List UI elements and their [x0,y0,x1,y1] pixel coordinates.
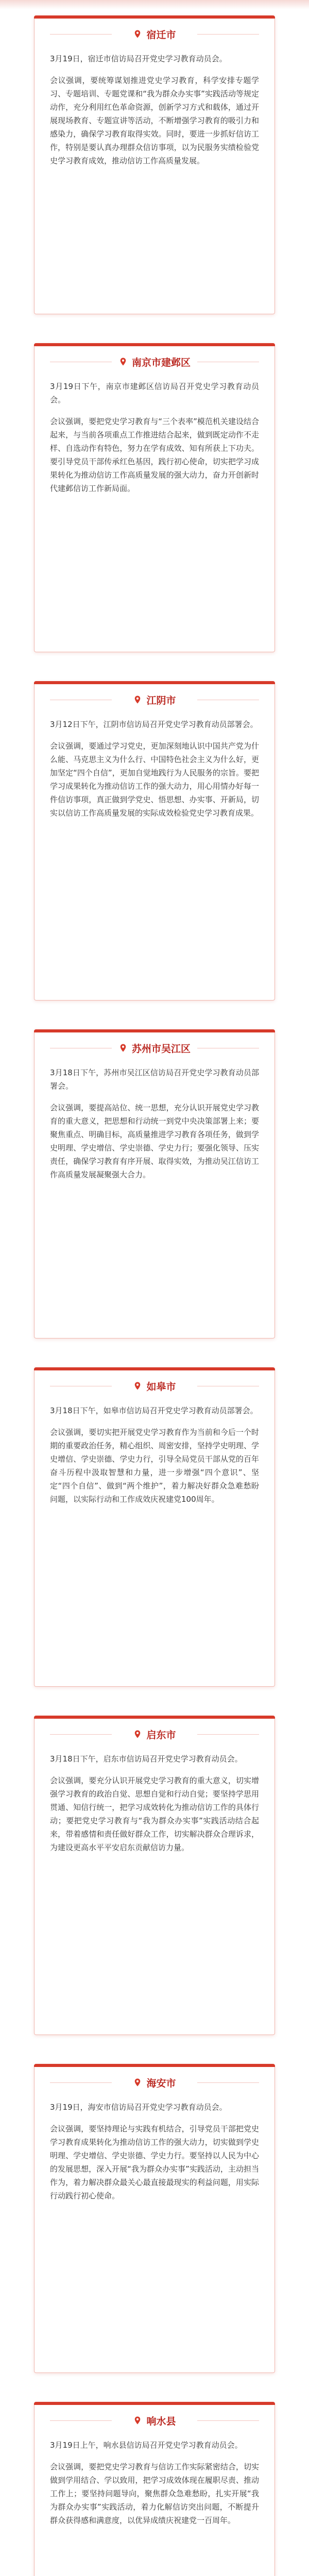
paragraph: 3月19日，海安市信访局召开党史学习教育动员会。 [50,2103,227,2112]
section-title-text: 苏州市吴江区 [131,1043,191,1055]
paragraph: 会议强调，要把党史学习教育与“三个表率”模范机关建设结合起来，与当前各项重点工作推进结合起来，做到既定动作不走样、自选动作有特色，努力在学有成效、知有所获上下功夫。要引导党员干部传承红色基因，践行初心使命，切实把学习成果转化为推动信访工作高质量发展的强大动力，奋力开创新时代建邺信访工作新局面。 [50,417,259,493]
card-accent [34,2402,275,2405]
section-header [35,1725,274,1743]
divider [197,34,259,35]
divider [50,2082,112,2083]
divider [50,1734,112,1735]
top-decoration [0,0,309,9]
paragraph: 会议强调，要把党史学习教育与信访工作实际紧密结合，切实做到学用结合、学以致用，把学习成效体现在履职尽责、推动工作上；要坚持问题导向，聚焦群众急难愁盼，扎实开展“我为群众办实事”实践活动，着力化解信访突出问题，不断提升群众获得感和满意度，以优异成绩庆祝建党一百周年。 [50,2462,259,2525]
section-title-text: 宿迁市 [146,29,176,41]
card-accent [34,1716,275,1719]
section-body [50,1066,259,1181]
paragraph: 3月19日上午，响水县信访局召开党史学习教育动员会。 [50,2441,243,2450]
paragraph: 会议强调，要统筹谋划推进党史学习教育，科学安排专题学习、专题培训、专题党课和“我为群众办实事”实践活动等规定动作，充分利用红色革命资源，创新学习方式和载体，通过开展现场教育、专题宣讲等活动，不断增强学习教育的吸引力和感染力，确保学习教育取得实效。同时，要进一步抓好信访工作，特别是要认真办理群众信访事项，以为民服务实绩检验党史学习教育成效，推动信访工作高质量发展。 [50,76,259,165]
card-accent [34,15,275,19]
section-body [50,380,259,495]
section-body [50,718,259,820]
card-accent [34,343,275,346]
section-card [34,2064,275,2373]
paragraph: 3月19日，宿迁市信访局召开党史学习教育动员会。 [50,54,227,63]
section-title [112,353,197,370]
section-card [34,1367,275,1687]
paragraph: 会议强调，要充分认识开展党史学习教育的重大意义，切实增强学习教育的政治自觉、思想自觉和行动自觉；要坚持学思用贯通、知信行统一，把学习成效转化为推动信访工作的具体行动；要把党史学习教育与“我为群众办实事”实践活动结合起来，带着感情和责任做好群众工作，切实解决群众合理诉求，为建设更高水平平安启东贡献信访力量。 [50,1776,259,1852]
paragraph: 会议强调，要提高站位、统一思想，充分认识开展党史学习教育的重大意义，把思想和行动统一到党中央决策部署上来；要聚焦重点、明确目标，高质量推进学习教育各项任务，做到学史明理、学史增信、学史崇德、学史力行；要强化领导、压实责任，确保学习教育有序开展、取得实效，为推动吴江信访工作高质量发展凝聚强大合力。 [50,1103,259,1179]
paragraph: 3月19日下午，南京市建邺区信访局召开党史学习教育动员会。 [50,382,259,404]
section-header [35,1039,274,1057]
section-title [127,691,182,708]
card-accent [34,1367,275,1370]
section-card [34,681,275,1001]
card-accent [34,1029,275,1032]
card-accent [34,2064,275,2067]
section-title [127,2412,182,2429]
section-title-text: 海安市 [146,2078,176,2089]
paragraph: 3月18日下午，如皋市信访局召开党史学习教育动员部署会。 [50,1406,258,1415]
section-card [34,15,275,314]
paragraph: 3月18日下午，启东市信访局召开党史学习教育动员会。 [50,1754,243,1764]
section-title [127,2074,182,2091]
divider [197,2420,259,2421]
section-card [34,1716,275,2035]
section-title [127,25,182,43]
section-body [50,52,259,167]
section-card [34,1029,275,1338]
section-body [50,2100,259,2202]
card-accent [34,681,275,684]
section-title-text: 南京市建邺区 [131,357,191,368]
paragraph: 3月18日下午，苏州市吴江区信访局召开党史学习教育动员部署会。 [50,1068,259,1091]
location-pin-icon [133,695,142,704]
section-card [34,343,275,652]
location-pin-icon [133,1730,142,1739]
section-title [127,1725,182,1743]
divider [197,1734,259,1735]
location-pin-icon [133,2078,142,2087]
section-card [34,2402,275,2576]
section-title-text: 如皋市 [146,1381,176,1393]
section-header [35,2074,274,2091]
location-pin-icon [133,29,142,39]
section-header [35,2412,274,2429]
paragraph: 会议强调，要通过学习党史，更加深刻地认识中国共产党为什么能、马克思主义为什么行、中国特色社会主义为什么好，更加坚定“四个自信”，更加自觉地践行为人民服务的宗旨。要把学习成果转化为推动信访工作的强大动力，用心用情办好每一件信访事项，真正做到学党史、悟思想、办实事、开新局，切实以信访工作高质量发展的实际成效检验党史学习教育成果。 [50,741,259,818]
section-header [35,353,274,370]
divider [50,2420,112,2421]
location-pin-icon [133,2416,142,2425]
section-title-text: 响水县 [146,2416,176,2427]
section-header [35,25,274,43]
divider [197,2082,259,2083]
section-body [50,2438,259,2527]
section-body [50,1752,259,1854]
section-header [35,1377,274,1395]
paragraph: 会议强调，要坚持理论与实践有机结合，引导党员干部把党史学习教育成果转化为推动信访工作的强大动力，切实做到学史明理、学史增信、学史崇德、学史力行。要坚持以人民为中心的发展思想，深入开展“我为群众办实事”实践活动，主动担当作为，着力解决群众最关心最直接最现实的利益问题，用实际行动践行初心使命。 [50,2124,259,2200]
section-body [50,1404,259,1506]
section-title [127,1377,182,1395]
section-header [35,691,274,708]
paragraph: 3月12日下午，江阴市信访局召开党史学习教育动员部署会。 [50,720,258,729]
section-title-text: 江阴市 [146,695,176,706]
section-title-text: 启东市 [146,1730,176,1741]
divider [50,34,112,35]
paragraph: 会议强调，要切实把开展党史学习教育作为当前和今后一个时期的重要政治任务，精心组织、周密安排，坚持学史明理、学史增信、学史崇德、学史力行，引导全局党员干部从党的百年奋斗历程中汲取智慧和力量，进一步增强“四个意识”、坚定“四个自信”、做到“两个维护”，着力解决好群众急难愁盼问题，以实际行动和工作成效庆祝建党100周年。 [50,1428,259,1504]
section-title [112,1039,197,1057]
location-pin-icon [118,357,128,366]
location-pin-icon [118,1043,128,1053]
location-pin-icon [133,1381,142,1391]
